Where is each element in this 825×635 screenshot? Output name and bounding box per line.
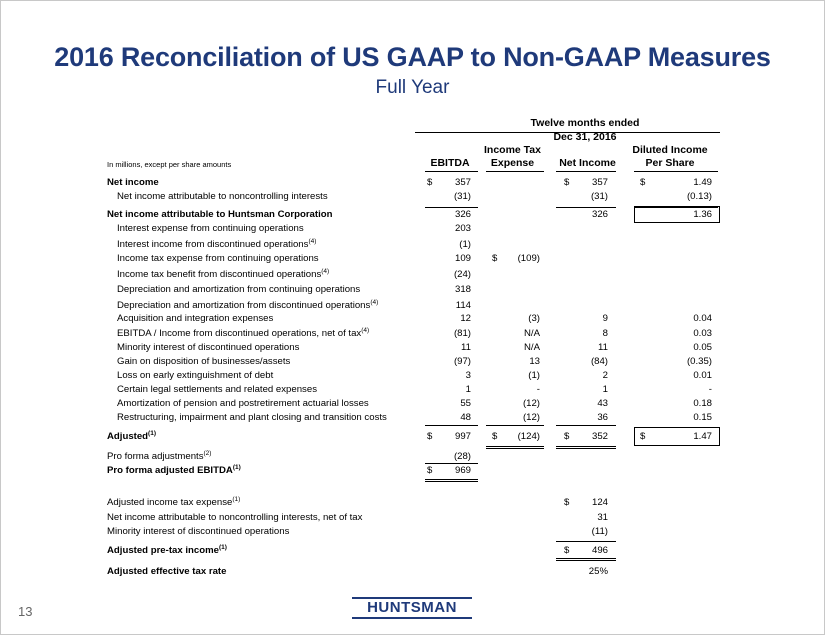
- col-header-net-income: Net Income: [559, 157, 616, 169]
- table-row: [0, 312, 825, 326]
- table-row: [0, 525, 825, 539]
- page-number: 13: [18, 604, 33, 619]
- eps-value: (0.35): [686, 356, 712, 367]
- row-label-text: Adjusted income tax expense: [107, 497, 233, 508]
- row-label: [117, 397, 369, 411]
- tax-dollar-sign: $: [492, 253, 498, 264]
- ni-dollar-sign: $: [564, 497, 570, 508]
- ebitda-value: 3: [465, 370, 471, 381]
- row-label: [117, 341, 299, 355]
- ebitda-dollar-sign: $: [427, 465, 433, 476]
- tax-value: -: [536, 384, 540, 395]
- footnote-marker: (4): [321, 268, 330, 275]
- units-note: In millions, except per share amounts: [107, 160, 232, 169]
- row-label-text: Certain legal settlements and related expenses: [117, 384, 317, 395]
- eps-dollar-sign: $: [640, 431, 646, 442]
- ebitda-value: 114: [455, 300, 471, 311]
- row-label: [107, 565, 226, 579]
- col-header-tax-line1: Income Tax: [484, 144, 541, 156]
- ebitda-value: (97): [453, 356, 471, 367]
- row-label: [117, 252, 319, 266]
- row-label-text: Net income attributable to noncontrolling interests, net of tax: [107, 512, 363, 523]
- eps-value: (0.13): [686, 191, 712, 202]
- ni-value: 11: [598, 342, 608, 353]
- footnote-marker: (1): [232, 464, 241, 471]
- ebitda-header-underline: [425, 171, 478, 172]
- row-label-text: Minority interest of discontinued operations: [107, 526, 290, 537]
- footnote-marker: (4): [308, 238, 317, 245]
- tax-value: N/A: [524, 342, 540, 353]
- table-row: [0, 299, 825, 313]
- row-label-text: Income tax expense from continuing operations: [117, 253, 319, 264]
- table-row: [0, 208, 825, 222]
- row-label: [107, 176, 159, 190]
- eps-value: 1.47: [693, 431, 712, 442]
- eps-value: 0.03: [693, 328, 712, 339]
- footnote-marker: (1): [232, 496, 241, 503]
- table-row: [0, 383, 825, 397]
- ni-value: 124: [591, 497, 608, 508]
- pretax-underline-1: [556, 558, 616, 559]
- table-row: [0, 355, 825, 369]
- ni-value: (31): [590, 191, 608, 202]
- row-label: [117, 411, 387, 425]
- huntsman-logo: [352, 597, 472, 619]
- eps-header-underline: [634, 171, 718, 172]
- ebitda-value: 326: [454, 209, 471, 220]
- row-label-text: Depreciation and amortization from continuing operations: [117, 284, 361, 295]
- ni-header-underline: [556, 171, 616, 172]
- table-row: [0, 222, 825, 236]
- tax-value: (12): [522, 412, 540, 423]
- row-label-text: Interest expense from continuing operations: [117, 223, 304, 234]
- tax-value: 13: [529, 356, 540, 367]
- col-header-tax-line2: Expense: [490, 157, 535, 169]
- ebitda-value: (28): [453, 451, 471, 462]
- table-row: [0, 238, 825, 252]
- ebitda-value: 109: [454, 253, 471, 264]
- table-row: [0, 176, 825, 190]
- table-row: [0, 464, 825, 478]
- tax-header-underline: [486, 171, 544, 172]
- row-label-text: Net income attributable to noncontrolling interests: [117, 191, 328, 202]
- row-label: [117, 383, 317, 397]
- tax-value: (3): [528, 313, 540, 324]
- table-row: [0, 544, 825, 558]
- row-label: [107, 496, 240, 510]
- footnote-marker: (1): [148, 430, 156, 437]
- table-row: [0, 511, 825, 525]
- tax-adjusted-underline-1: [486, 446, 544, 447]
- row-label-text: Net income: [107, 177, 159, 188]
- ebitda-final-underline-1: [425, 479, 478, 480]
- table-row: [0, 397, 825, 411]
- ebitda-value: 357: [454, 177, 471, 188]
- table-row: [0, 327, 825, 341]
- tax-adjusted-topline: [486, 425, 544, 426]
- ni-value: 326: [591, 209, 608, 220]
- ebitda-value: (31): [453, 191, 471, 202]
- logo-bottom-rule: [352, 617, 472, 619]
- row-label-text: Amortization of pension and postretirement actuarial losses: [117, 398, 369, 409]
- ebitda-value: 1: [465, 384, 471, 395]
- ebitda-value: 12: [460, 313, 471, 324]
- page-subtitle: Full Year: [375, 77, 450, 98]
- tax-adjusted-underline-2: [486, 448, 544, 449]
- ebitda-dollar-sign: $: [427, 431, 433, 442]
- row-label: [107, 525, 289, 539]
- table-row: [0, 565, 825, 579]
- ebitda-value: 11: [461, 342, 471, 353]
- ni-value: 8: [602, 328, 608, 339]
- table-row: [0, 190, 825, 204]
- row-label-text: Depreciation and amortization from discontinued operations: [117, 300, 371, 311]
- table-row: [0, 450, 825, 464]
- footnote-marker: (4): [361, 327, 370, 334]
- footnote-marker: (1): [218, 544, 227, 551]
- ebitda-value: 969: [454, 465, 471, 476]
- table-row: [0, 341, 825, 355]
- col-header-eps-line2: Per Share: [645, 157, 695, 169]
- ebitda-dollar-sign: $: [427, 177, 433, 188]
- ni-adjusted-topline: [556, 425, 616, 426]
- period-header-line2: Dec 31, 2016: [553, 131, 617, 143]
- ni-value: 2: [602, 370, 608, 381]
- ebitda-value: 55: [460, 398, 471, 409]
- ebitda-value: (81): [453, 328, 471, 339]
- tax-value: (12): [522, 398, 540, 409]
- eps-value: 0.04: [693, 313, 712, 324]
- row-label-text: Interest income from discontinued operations: [117, 239, 309, 250]
- ni-value: 9: [602, 313, 608, 324]
- row-label: [117, 312, 273, 326]
- row-label: [117, 327, 369, 341]
- col-header-ebitda: EBITDA: [430, 157, 470, 169]
- ni-value: 36: [597, 412, 608, 423]
- table-row: [0, 252, 825, 266]
- pretax-topline: [556, 541, 616, 542]
- eps-value: 0.15: [693, 412, 712, 423]
- row-label-text: EBITDA / Income from discontinued operations, net of tax: [117, 328, 362, 339]
- eps-value: -: [708, 384, 712, 395]
- table-row: [0, 496, 825, 510]
- row-label-text: Net income attributable to Huntsman Corporation: [107, 209, 333, 220]
- table-row: [0, 268, 825, 282]
- row-label: [117, 369, 273, 383]
- row-label-text: Restructuring, impairment and plant closing and transition costs: [117, 412, 387, 423]
- row-label: [117, 238, 316, 252]
- row-label-text: Adjusted effective tax rate: [107, 566, 227, 577]
- ni-adjusted-underline-2: [556, 448, 616, 449]
- period-header-line1: Twelve months ended: [530, 117, 640, 129]
- ebitda-adjusted-topline: [425, 425, 478, 426]
- row-label-text: Pro forma adjustments: [107, 451, 204, 462]
- row-label: [117, 355, 290, 369]
- row-label-text: Adjusted pre-tax income: [107, 545, 219, 556]
- ebitda-value: (24): [453, 269, 471, 280]
- page-title: 2016 Reconciliation of US GAAP to Non-GAAP Measures: [54, 42, 771, 72]
- ebitda-value: 203: [454, 223, 471, 234]
- eps-value: 1.49: [693, 177, 712, 188]
- tax-value: (109): [517, 253, 540, 264]
- footnote-marker: (4): [370, 299, 379, 306]
- ni-value: 43: [597, 398, 608, 409]
- row-label-text: Adjusted: [107, 431, 149, 442]
- ni-dollar-sign: $: [564, 177, 570, 188]
- ebitda-final-underline-2: [425, 481, 478, 482]
- row-label: [117, 268, 329, 282]
- ebitda-value: 318: [454, 284, 471, 295]
- row-label-text: Loss on early extinguishment of debt: [117, 370, 274, 381]
- ni-dollar-sign: $: [564, 545, 570, 556]
- row-label: [117, 222, 304, 236]
- row-label-text: Gain on disposition of businesses/assets: [117, 356, 291, 367]
- eps-value: 0.01: [693, 370, 712, 381]
- row-label-text: Income tax benefit from discontinued operations: [117, 269, 322, 280]
- row-label: [107, 430, 156, 444]
- ni-value: 31: [597, 512, 608, 523]
- row-label: [107, 511, 362, 525]
- ebitda-value: (1): [459, 239, 471, 250]
- table-row: [0, 283, 825, 297]
- ni-adjusted-underline-1: [556, 446, 616, 447]
- pretax-underline-2: [556, 560, 616, 561]
- col-header-eps-line1: Diluted Income: [632, 144, 708, 156]
- ni-dollar-sign: $: [564, 431, 570, 442]
- ni-value: 1: [602, 384, 608, 395]
- tax-dollar-sign: $: [492, 431, 498, 442]
- ebitda-value: 997: [454, 431, 471, 442]
- tax-value: (1): [528, 370, 540, 381]
- row-label-text: Pro forma adjusted EBITDA: [107, 465, 233, 476]
- eps-value: 1.36: [693, 209, 712, 220]
- row-label-text: Minority interest of discontinued operations: [117, 342, 300, 353]
- row-label: [107, 208, 332, 222]
- table-row: [0, 430, 825, 444]
- row-label: [107, 450, 211, 464]
- logo-text: HUNTSMAN: [367, 599, 457, 616]
- row-label-text: Acquisition and integration expenses: [117, 313, 274, 324]
- eps-value: 0.18: [693, 398, 712, 409]
- table-row: [0, 369, 825, 383]
- ni-value: (11): [591, 526, 608, 537]
- tax-value: (124): [517, 431, 540, 442]
- ni-value: 496: [591, 545, 608, 556]
- tax-value: N/A: [524, 328, 540, 339]
- ni-value: 357: [591, 177, 608, 188]
- ni-value: 25%: [588, 566, 608, 577]
- row-label: [117, 190, 328, 204]
- eps-value: 0.05: [693, 342, 712, 353]
- ni-value: (84): [590, 356, 608, 367]
- footnote-marker: (2): [203, 450, 212, 457]
- ni-value: 352: [591, 431, 608, 442]
- row-label: [117, 299, 378, 313]
- row-label: [107, 464, 241, 478]
- eps-dollar-sign: $: [640, 177, 646, 188]
- ebitda-value: 48: [460, 412, 471, 423]
- table-row: [0, 411, 825, 425]
- row-label: [117, 283, 360, 297]
- row-label: [107, 544, 227, 558]
